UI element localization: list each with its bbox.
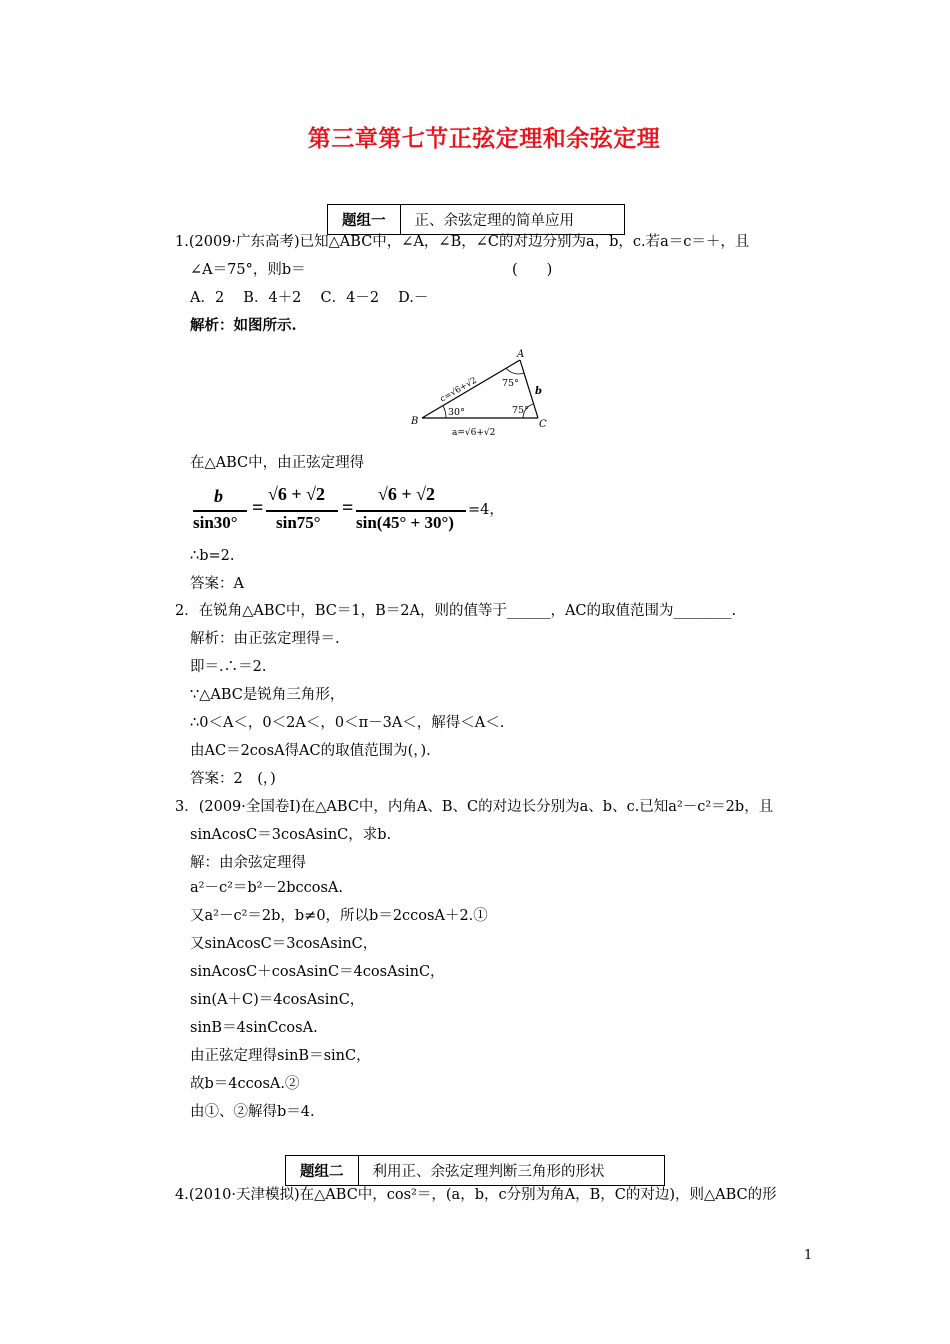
q1-line1: 1.(2009·广东高考)已知△ABC中，∠A，∠B，∠C的对边分别为a，b，c.若a＝c＝＋，且: [175, 234, 750, 250]
q3-solution-3: 又a²－c²＝2b，b≠0，所以b＝2ccosA＋2.①: [190, 908, 488, 924]
q3-solution-2: a²－c²＝b²－2bccosA.: [190, 880, 343, 896]
frac1-denominator: sin30°: [193, 513, 238, 532]
frac2-bar: [266, 510, 338, 512]
q3-solution-9: 故b＝4ccosA.②: [190, 1076, 300, 1092]
q2-line1: 2．在锐角△ABC中，BC＝1，B＝2A，则的值等于______，AC的取值范围为________.: [175, 603, 737, 619]
triangle-figure: [408, 346, 558, 442]
vertex-B-label: B: [411, 416, 419, 427]
q1-therefore: ∴b=2.: [190, 548, 235, 564]
q3-solution-6: sin(A＋C)＝4cosAsinC，: [190, 992, 365, 1008]
q1-line2: ∠A＝75°，则b＝: [190, 262, 306, 278]
frac1-numerator: b: [214, 486, 223, 506]
q3-solution-1: 解：由余弦定理得: [190, 855, 306, 871]
topic-group-1: [327, 204, 625, 235]
q3-line2: sinAcosC＝3cosAsinC，求b.: [190, 827, 392, 843]
q4-line1: 4.(2010·天津模拟)在△ABC中，cos²＝，(a，b，c分别为角A，B，C的对边)，则△ABC的形: [175, 1187, 777, 1203]
frac3-denominator: sin(45° + 30°): [356, 513, 454, 532]
q1-analysis: 解析：如图所示.: [190, 317, 297, 334]
frac1-bar: [193, 510, 247, 512]
q2-analysis-4: ∴0＜A＜，0＜2A＜，0＜π－3A＜，解得＜A＜.: [190, 715, 505, 731]
vertex-A-label: A: [517, 349, 525, 360]
q1-in-triangle: 在△ABC中，由正弦定理得: [190, 455, 365, 471]
topic-group-label: 题组一: [328, 205, 401, 234]
q2-analysis-5: 由AC＝2cosA得AC的取值范围为(，).: [190, 743, 431, 759]
side-b-label: b: [535, 386, 542, 397]
q3-solution-7: sinB＝4sinCcosA.: [190, 1020, 318, 1036]
topic-group-text: 正、余弦定理的简单应用: [414, 213, 574, 229]
q3-solution-10: 由①、②解得b＝4.: [190, 1104, 315, 1120]
vertex-C-label: C: [539, 419, 547, 430]
page-title: 第三章第七节正弦定理和余弦定理: [307, 125, 661, 152]
q1-options: A．2 B．4＋2 C．4－2 D.－: [190, 290, 429, 306]
frac3-bar: [356, 510, 466, 512]
equals-1: =: [252, 497, 264, 519]
topic-group-label: 题组二: [286, 1156, 359, 1185]
q3-solution-5: sinAcosC＋cosAsinC＝4cosAsinC，: [190, 964, 445, 980]
angle-A-label: 75°: [502, 378, 519, 389]
side-c-label: c=√6+√2: [438, 375, 479, 405]
q3-line1: 3．(2009·全国卷Ⅰ)在△ABC中，内角A、B、C的对边长分别为a、b、c.已知a²－c²＝2b，且: [175, 799, 774, 815]
q2-analysis-3: ∵△ABC是锐角三角形，: [190, 687, 345, 703]
frac3-numerator: √6 + √2: [378, 484, 436, 504]
q3-solution-4: 又sinAcosC＝3cosAsinC，: [190, 936, 378, 952]
angle-C-label: 75°: [512, 405, 529, 416]
page-number: 1: [804, 1248, 813, 1263]
frac2-numerator: √6 + √2: [268, 484, 326, 504]
topic-group-text: 利用正、余弦定理判断三角形的形状: [372, 1164, 605, 1180]
q2-analysis-2: 即＝.∴＝2.: [190, 659, 267, 675]
q2-analysis-1: 解析：由正弦定理得＝.: [190, 631, 340, 647]
q1-answer: 答案：A: [190, 576, 244, 592]
q1-paren: ( ): [512, 262, 553, 278]
frac-result: =4，: [468, 502, 504, 518]
topic-group-2: [285, 1155, 665, 1186]
angle-B-label: 30°: [448, 407, 465, 418]
side-a-label: a=√6+√2: [452, 428, 496, 438]
q3-solution-8: 由正弦定理得sinB＝sinC，: [190, 1048, 371, 1064]
q2-answer: 答案：2 (，): [190, 771, 276, 787]
triangle-side-c: [422, 360, 520, 418]
equals-2: =: [342, 497, 354, 519]
frac2-denominator: sin75°: [276, 513, 321, 532]
